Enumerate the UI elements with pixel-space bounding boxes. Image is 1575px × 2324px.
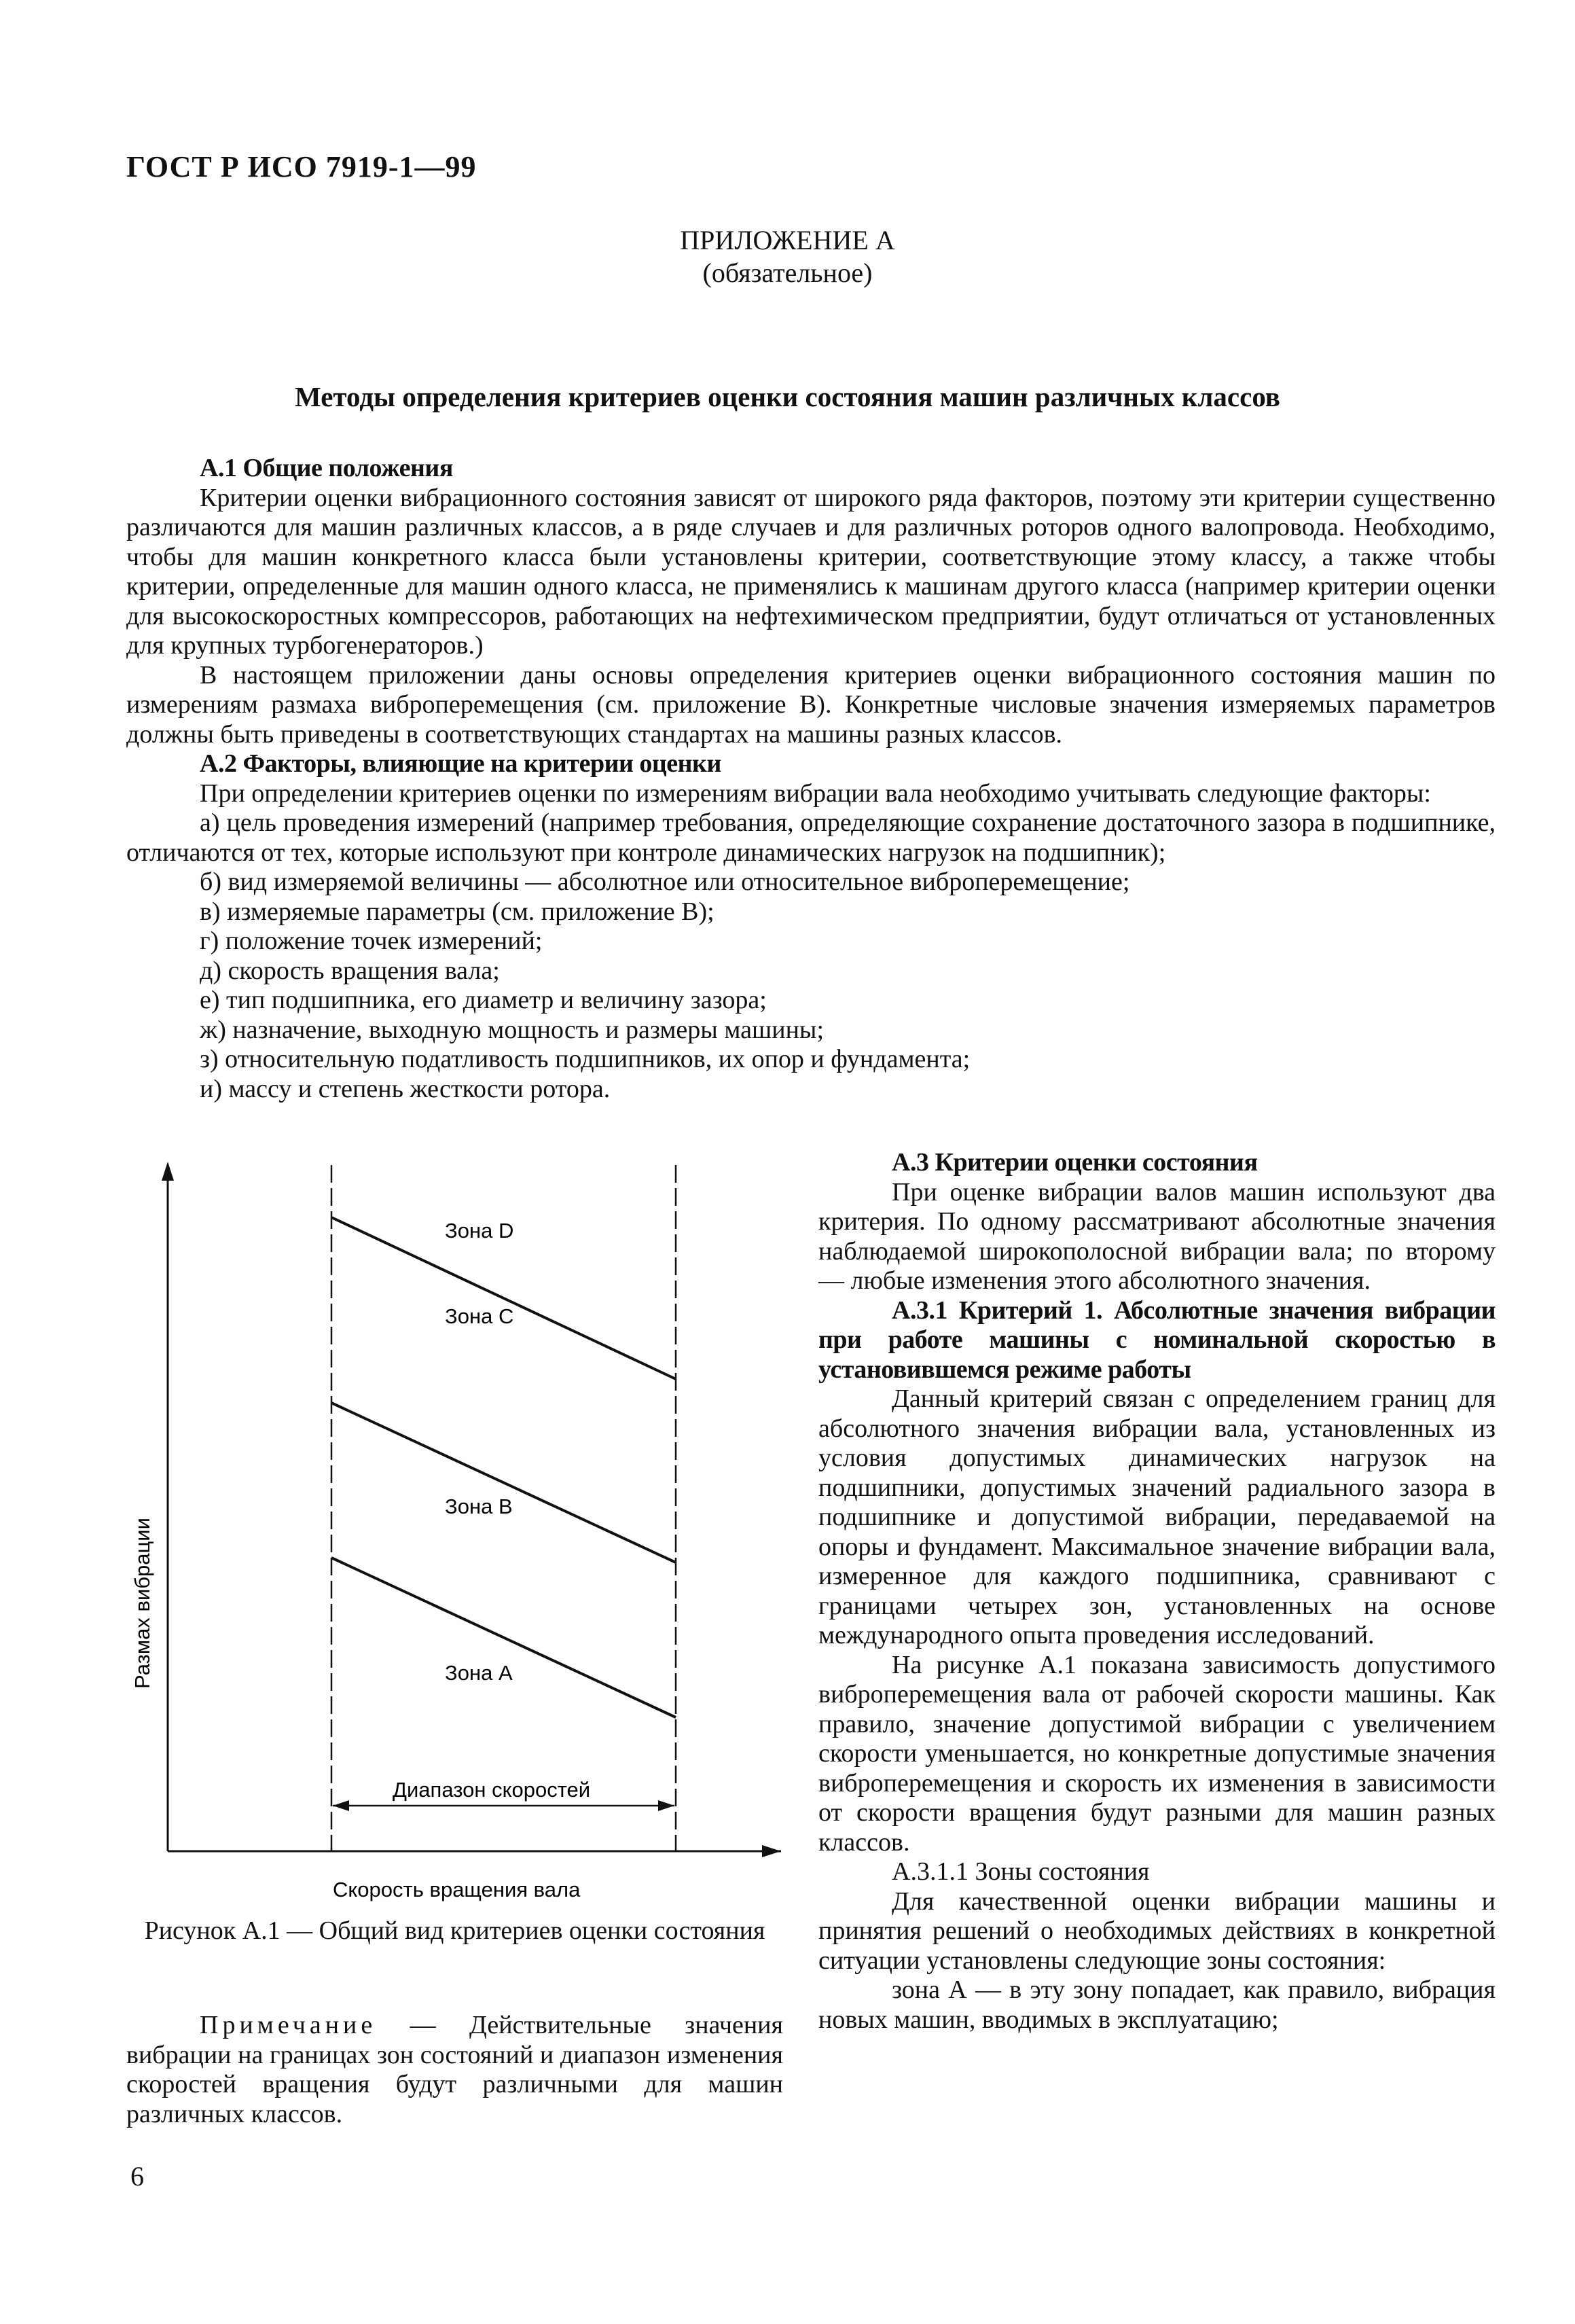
- figure-a1: [102, 1162, 801, 1909]
- section-a1-heading: А.1 Общие положения: [200, 454, 453, 482]
- section-a311-paragraph-1: Для качественной оценки вибрации машины и принятия решений о необходимых действиях в конкретной ситуации установлены следующие зоны состояния:: [818, 1887, 1496, 1975]
- list-item: ж) назначение, выходную мощность и размеры машины;: [200, 1015, 824, 1044]
- list-item: д) скорость вращения вала;: [200, 956, 500, 985]
- dimension-arrow-right-icon: [658, 1800, 674, 1811]
- zone-c-label: Зона C: [445, 1304, 514, 1328]
- zone-d-label: Зона D: [445, 1219, 514, 1243]
- section-a311-heading: А.3.1.1 Зоны состояния: [892, 1857, 1150, 1886]
- section-a1-paragraph-2: В настоящем приложении даны основы определения критериев оценки вибрационного состояния машин по измерениям размаха виброперемещения (см. приложение В). Конкретные числовые значения измеряемых параметров должны быть приведены в соответствующих стандартах на машины разных классов.: [126, 660, 1496, 749]
- y-axis-arrow-icon: [162, 1162, 174, 1181]
- section-a2-intro: При определении критериев оценки по измерениям вибрации вала необходимо учитывать следующие факторы:: [200, 779, 1431, 808]
- section-a2-heading: А.2 Факторы, влияющие на критерии оценки: [200, 749, 721, 778]
- note-text: — Действительные значения вибрации на границах зон состояний и диапазон изменения скоростей вращения будут различными для машин различных классов.: [126, 2011, 783, 2128]
- list-item: з) относительную податливость подшипников, их опор и фундамента;: [200, 1045, 971, 1073]
- body-text: [126, 454, 1496, 1104]
- zone-boundary-a-b: [331, 1558, 676, 1717]
- zone-boundary-b-c: [331, 1403, 676, 1562]
- note-label: Примечание: [200, 2011, 377, 2039]
- figure-note: [126, 2011, 783, 2129]
- zone-b-label: Зона B: [445, 1495, 513, 1518]
- page-number: 6: [130, 2161, 144, 2192]
- zone-a-label: Зона A: [445, 1661, 513, 1685]
- x-axis-label: Скорость вращения вала: [333, 1878, 581, 1901]
- dimension-arrow-left-icon: [333, 1800, 349, 1811]
- right-column-text: [818, 1148, 1496, 2035]
- speed-range-label: Диапазон скоростей: [393, 1778, 591, 1802]
- main-title: Методы определения критериев оценки состояния машин различных классов: [295, 381, 1280, 412]
- list-item: а) цель проведения измерений (например требования, определяющие сохранение достаточного зазора в подшипнике, отличаются от тех, которые используют при контроле динамических нагрузок на подшипник);: [126, 808, 1496, 867]
- section-a1-paragraph-1: Критерии оценки вибрационного состояния зависят от широкого ряда факторов, поэтому эти критерии существенно различаются для машин различных классов, а в ряде случаев и для различных роторов одного валопровода. Необходимо, чтобы для машин конкретного класса были установлены критерии, соответствующие этому классу, а также чтобы критерии, определенные для машин одного класса, не применялись к машинам другого класса (например критерии оценки для высокоскоростных компрессоров, работающих на нефтехимическом предприятии, будут отличаться от установленных для крупных турбогенераторов.): [126, 483, 1496, 660]
- section-a31-heading: А.3.1 Критерий 1. Абсолютные значения вибрации при работе машины с номинальной скоростью в установившемся режиме работы: [818, 1295, 1496, 1384]
- list-item: е) тип подшипника, его диаметр и величину зазора;: [200, 986, 767, 1014]
- figure-caption: Рисунок А.1 — Общий вид критериев оценки состояния: [144, 1916, 765, 1945]
- appendix-title: ПРИЛОЖЕНИЕ А: [680, 225, 895, 255]
- document-header: ГОСТ Р ИСО 7919-1—99: [126, 150, 477, 183]
- section-a31-paragraph-1: Данный критерий связан с определением границ для абсолютного значения вибрации вала, установленных из условия допустимых динамических нагрузок на подшипники, допустимых значений радиального зазора в подшипнике и допустимой вибрации, передаваемой на опоры и фундамент. Максимальное значение вибрации вала, измеренное для каждого подшипника, сравнивают с границами четырех зон, установленных на основе международного опыта проведения исследований.: [818, 1384, 1496, 1649]
- list-item: и) массу и степень жесткости ротора.: [200, 1074, 611, 1103]
- section-a311-paragraph-2: зона А — в эту зону попадает, как правило, вибрация новых машин, вводимых в эксплуатацию;: [818, 1976, 1496, 2034]
- list-item: г) положение точек измерений;: [200, 927, 543, 955]
- section-a3-heading: А.3 Критерии оценки состояния: [892, 1148, 1258, 1177]
- list-item: б) вид измеряемой величины — абсолютное или относительное виброперемещение;: [200, 868, 1130, 896]
- x-axis-arrow-icon: [762, 1845, 781, 1857]
- list-item: в) измеряемые параметры (см. приложение В);: [200, 897, 714, 926]
- y-axis-label: Размах вибрации: [130, 1518, 154, 1689]
- section-a31-paragraph-2: На рисунке А.1 показана зависимость допустимого виброперемещения вала от рабочей скорости машины. Как правило, значение допустимой вибрации с увеличением скорости уменьшается, но конкретные допустимые значения виброперемещения и скорость их изменения в зависимости от скорости вращения будут разными для машин разных классов.: [818, 1650, 1496, 1857]
- appendix-status: (обязательное): [702, 257, 873, 288]
- appendix-heading: [0, 224, 1575, 289]
- section-a3-paragraph-1: При оценке вибрации валов машин используют два критерия. По одному рассматривают абсолютные значения наблюдаемой широкополосной вибрации вала; по второму — любые изменения этого абсолютного значения.: [818, 1177, 1496, 1295]
